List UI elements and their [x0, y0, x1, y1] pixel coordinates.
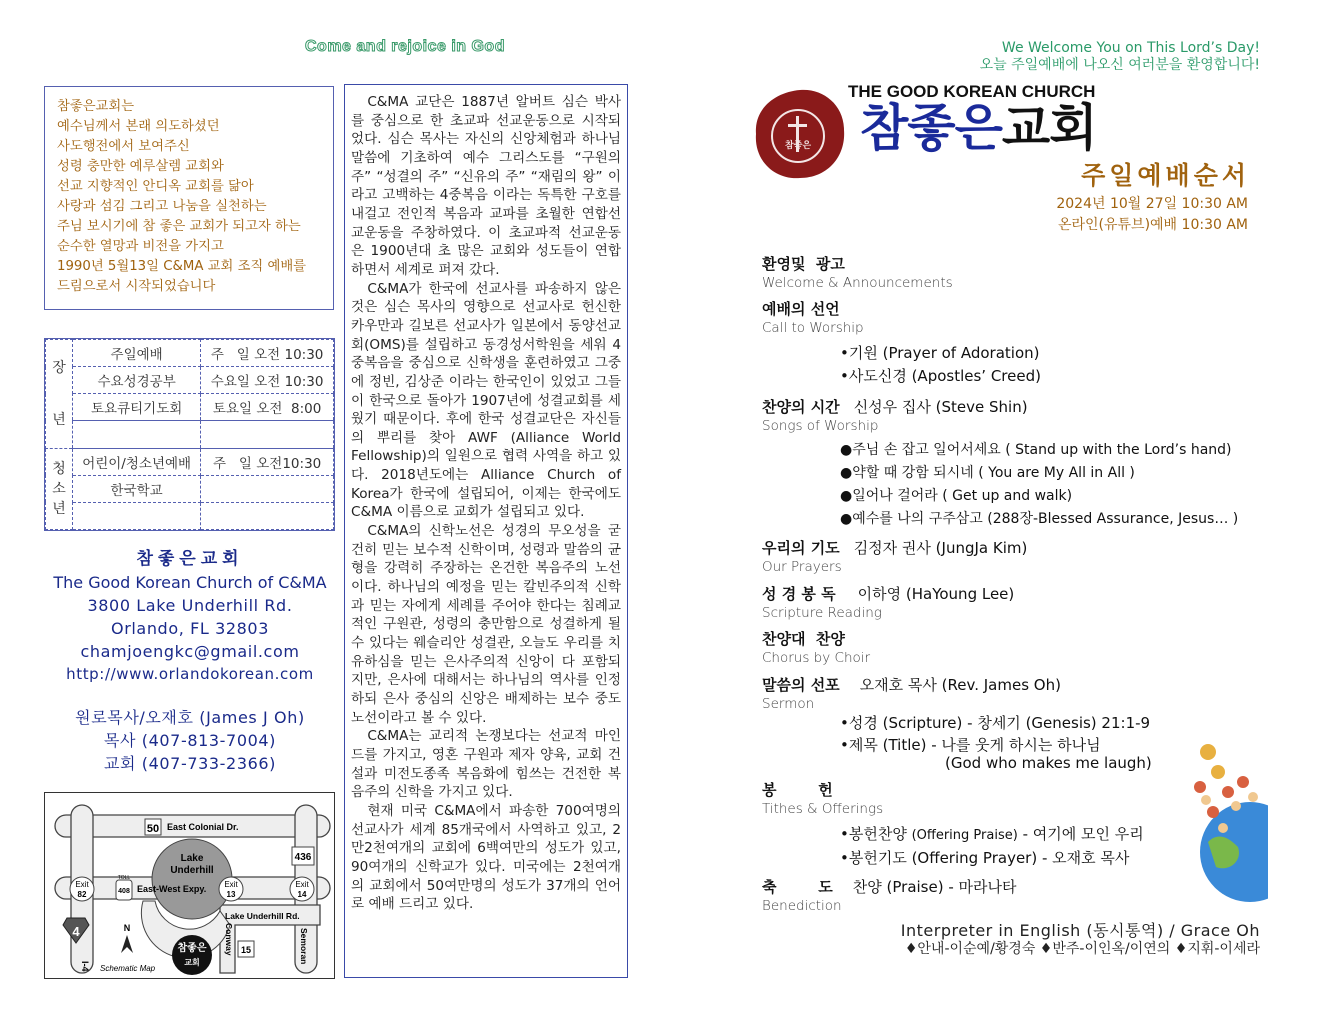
song-item: ●약할 때 강함 되시네 ( You are My All in All ) [840, 465, 1135, 481]
worship-schedule-table [44, 338, 335, 531]
svg-text:교회: 교회 [184, 958, 200, 967]
item-leader: 이하영 (HaYoung Lee) [857, 585, 1015, 603]
item-kr: 축 도 [762, 878, 833, 896]
online-service-line: 온라인(유튜브)예배 10:30 AM [1057, 217, 1248, 233]
order-prayer [762, 537, 1027, 576]
history-paragraph: C&MA는 교리적 논쟁보다는 선교적 마인드를 가지고, 영혼 구원과 제자 양육, 교회 건설과 미전도종족 복음화에 힘쓰는 건전한 복음주의 신학을 가지고 있다. [351, 728, 621, 801]
item-kr: 예배의 선언 [762, 300, 840, 318]
pastor-phone: 목사 (407-813-7004) [103, 731, 277, 750]
svg-text:50: 50 [146, 823, 160, 835]
schedule-time: 수요일 오전 10:30 [201, 367, 334, 394]
vision-line: 주님 보시기에 참 좋은 교회가 되고자 하는 [57, 219, 301, 234]
item-leader: 오재호 목사 (Rev. James Oh) [859, 676, 1061, 694]
item-en: Our Prayers [762, 559, 842, 575]
schedule-name: 어린이/청소년예배 [73, 448, 201, 475]
song-item: ●일어나 걸어라 ( Get up and walk) [840, 488, 1073, 504]
schedule-time: 토요일 오전 8:00 [201, 394, 334, 421]
church-name-en: The Good Korean Church of C&MA [53, 573, 327, 592]
svg-text:Exit: Exit [224, 880, 238, 889]
sermon-title-en: (God who makes me laugh) [945, 754, 1152, 772]
svg-text:14: 14 [297, 890, 307, 899]
address-line1: 3800 Lake Underhill Rd. [87, 596, 293, 615]
children-globe-illustration [1188, 742, 1268, 902]
sub-item: •사도신경 (Apostles’ Creed) [840, 367, 1041, 385]
sermon-title: •제목 (Title) - 나를 웃게 하시는 하나님 [840, 736, 1101, 754]
item-kr: 찬양대 찬양 [762, 630, 845, 648]
church-name-kr-header: 참좋은교회 [860, 99, 1097, 157]
item-kr: 봉 헌 [762, 781, 833, 799]
schedule-time: 주 일 오전 10:30 [201, 340, 334, 367]
order-benediction [762, 876, 1016, 915]
item-detail: 찬양 (Praise) - 마라나타 [852, 878, 1017, 896]
svg-text:참좋은: 참좋은 [177, 943, 207, 954]
church-marker [172, 935, 212, 975]
item-kr: 성 경 봉 독 [762, 585, 836, 603]
item-leader: 신성우 집사 (Steve Shin) [853, 398, 1028, 416]
offering-prayer: •봉헌기도 (Offering Prayer) - 오재호 목사 [840, 849, 1130, 867]
song-item: ●예수를 나의 구주삼고 (288장-Blessed Assurance, Jesus… ) [840, 511, 1239, 527]
contact-title: 참좋은교회 [136, 549, 244, 569]
vision-line: 선교 지향적인 안디옥 교회를 닮아 [57, 179, 254, 194]
item-kr: 찬양의 시간 [762, 398, 840, 416]
order-offering [762, 779, 883, 818]
email-link[interactable]: chamjoengkc@gmail.com [80, 642, 300, 661]
tagline: Come and rejoice in God [305, 38, 505, 55]
item-en: Scripture Reading [762, 605, 882, 621]
svg-text:408: 408 [118, 888, 130, 895]
schedule-time [201, 475, 334, 502]
item-en: Tithes & Offerings [762, 801, 884, 817]
vision-line: 순수한 열망과 비전을 가지고 [57, 239, 224, 254]
item-kr: 말씀의 선포 [762, 676, 840, 694]
order-sermon [762, 674, 1061, 713]
schematic-map [44, 792, 335, 979]
svg-text:82: 82 [77, 890, 87, 899]
group-youth: 청 소 년 [46, 448, 73, 529]
history-paragraph: C&MA의 신학노선은 성경의 무오성을 굳건히 믿는 보수적 신학이며, 성령과 말씀의 균형을 강력히 주장하는 온건한 복음주의 노선이다. 하나님의 예정을 믿는 칼빈주의적 신학과 믿는 자에게 세례를 주어야 한다는 침례교적인 구원관, 성령의 충만함으로 성결하게 될 수 있다는 웨슬리안 성결관, 오늘도 우리를 치유하심을 믿는 은사주의적 신앙이 다 포함되지만, 은사에 대해서는 하나님의 역사를 인정하되 은사 중심의 신앙은 배제하는 보수 중도 노선이라고 볼 수 있다. [351, 523, 621, 726]
item-en: Sermon [762, 696, 815, 712]
church-name-en-header: THE GOOD KOREAN CHURCH [848, 82, 1096, 101]
svg-text:4: 4 [72, 924, 80, 939]
svg-text:Conway: Conway [224, 923, 234, 956]
church-logo [752, 86, 848, 182]
svg-text:TOLL: TOLL [117, 875, 131, 881]
item-en: Benediction [762, 898, 842, 914]
svg-text:13: 13 [226, 890, 236, 899]
order-welcome [762, 253, 953, 292]
order-choir [762, 628, 870, 667]
vision-statement-box [44, 86, 334, 310]
schedule-time: 주 일 오전10:30 [201, 448, 334, 475]
order-scripture [762, 583, 1014, 622]
item-kr: 환영및 광고 [762, 255, 845, 273]
welcome-kr: 오늘 주일예배에 나오신 여러분을 환영합니다! [979, 57, 1260, 73]
item-en: Welcome & Announcements [762, 275, 953, 291]
offering-praise: •봉헌찬양 (Offering Praise) - 여기에 모인 우리 [840, 825, 1144, 843]
item-kr: 우리의 기도 [762, 539, 840, 557]
svg-text:N: N [123, 923, 131, 933]
schedule-name: 토요큐티기도회 [73, 394, 201, 421]
svg-text:Schematic Map: Schematic Map [100, 964, 156, 973]
schedule-name: 한국학교 [73, 475, 201, 502]
welcome-en: We Welcome You on This Lord’s Day! [1001, 40, 1260, 56]
svg-text:Semoran: Semoran [299, 928, 309, 965]
svg-text:East Colonial Dr.: East Colonial Dr. [167, 822, 239, 832]
welcome-message [980, 40, 1260, 74]
vision-line: 사랑과 섬김 그리고 나눔을 실천하는 [57, 199, 267, 214]
date-line: 2024년 10월 27일 10:30 AM [1056, 196, 1248, 212]
contact-info [40, 548, 340, 775]
address-line2: Orlando, FL 32803 [111, 619, 269, 638]
group-adult: 장 년 [46, 340, 73, 449]
item-leader: 김정자 권사 (JungJa Kim) [853, 539, 1028, 557]
service-date [1056, 194, 1248, 236]
vision-line: 참좋은교회는 [57, 99, 135, 114]
schedule-name: 주일예배 [73, 340, 201, 367]
sub-item: •기원 (Prayer of Adoration) [840, 344, 1040, 362]
order-call-to-worship [762, 298, 864, 337]
order-songs [762, 396, 1028, 435]
order-of-worship-title: 주일예배순서 [1081, 161, 1250, 190]
lake-underhill [152, 839, 232, 919]
service-credits: ♦안내-이순예/황경숙 ♦반주-이인옥/이연의 ♦지휘-이세라 [904, 941, 1260, 957]
svg-text:15: 15 [240, 945, 252, 955]
vision-line: 사도행전에서 보여주신 [57, 139, 190, 154]
interpreter-note: Interpreter in English (동시통역) / Grace Oh [900, 921, 1260, 940]
item-en: Call to Worship [762, 320, 864, 336]
song-item: ●주님 손 잡고 일어서세요 ( Stand up with the Lord’s hand) [840, 442, 1232, 458]
svg-text:Lake: Lake [180, 853, 204, 864]
svg-text:Exit: Exit [295, 880, 309, 889]
item-en: Chorus by Choir [762, 650, 871, 666]
vision-line: 성령 충만한 예루살렘 교회와 [57, 159, 224, 174]
history-article [344, 84, 628, 978]
church-phone: 교회 (407-733-2366) [103, 754, 277, 773]
pastor-emeritus: 원로목사/오재호 (James J Oh) [75, 708, 305, 727]
svg-text:Lake Underhill Rd.: Lake Underhill Rd. [225, 911, 300, 921]
svg-text:I-4: I-4 [80, 961, 90, 972]
history-paragraph: C&MA가 한국에 선교사를 파송하지 않은 것은 심슨 목사의 영향으로 선교사로 헌신한 카우만과 길보른 선교사가 일본에서 동양선교회(OMS)를 설립하고 동경성서학원을 세워 4중복음을 중심으로 신학생을 훈련하였고 그중에 정빈, 김상준 이라는 한국인이 있었고 그들이 한국으로 돌아가 1907년에 성결교회를 세웠기 때문이다. 후에 한국 성결교단은 자신들의 뿌리를 찾아 AWF (Alliance World Fellowship)의 일원으로 협력 사역을 하고 있다. 2018년도에는 Alliance Church of Korea가 한국에 설립되어, 이제는 한국에도 C&MA 이름으로 교회가 설립되고 있다. [351, 280, 621, 521]
sermon-scripture: •성경 (Scripture) - 창세기 (Genesis) 21:1-9 [840, 714, 1151, 732]
history-paragraph: 현재 미국 C&MA에서 파송한 700여명의 선교사가 세계 85개국에서 사역하고 있고, 2만2천여개의 교회에 6백여만의 성도가 있고, 90여개의 신학교가 있다. 미국에는 2천여개의 교회에서 50여만명의 성도가 37개의 언어로 예배 드리고 있다. [351, 802, 621, 913]
schedule-name: 수요성경공부 [73, 367, 201, 394]
svg-text:436: 436 [294, 852, 312, 863]
vision-line: 1990년 5월13일 C&MA 교회 조직 예배를 [57, 259, 307, 274]
vision-line: 예수님께서 본래 의도하셨던 [57, 119, 220, 134]
item-en: Songs of Worship [762, 418, 879, 434]
svg-text:참좋은: 참좋은 [784, 141, 812, 151]
vision-line: 드림으로서 시작되었습니다 [57, 279, 216, 294]
history-paragraph: C&MA 교단은 1887년 알버트 심슨 박사를 중심으로 한 초교파 선교운동으로 시작되었다. 심슨 목사는 자신의 신앙체험과 하나님 말씀에 기초하여 예수 그리스도를 “구원의 주” “성결의 주” “신유의 주” “재림의 왕” 이라고 고백하는 4중복음 이라는 독특한 구호를 내걸고 전인적 복음과 교파를 초월한 연합선교운동을 주창하였다. 이 초교파적 선교운동은 1900년대 초 많은 교회와 성도들이 연합하면서 세계로 퍼져 갔다. [351, 94, 621, 278]
website-link[interactable]: http://www.orlandokorean.com [66, 665, 314, 683]
svg-text:East-West Expy.: East-West Expy. [137, 884, 207, 894]
svg-text:Exit: Exit [75, 880, 89, 889]
svg-text:Underhill: Underhill [170, 865, 214, 876]
